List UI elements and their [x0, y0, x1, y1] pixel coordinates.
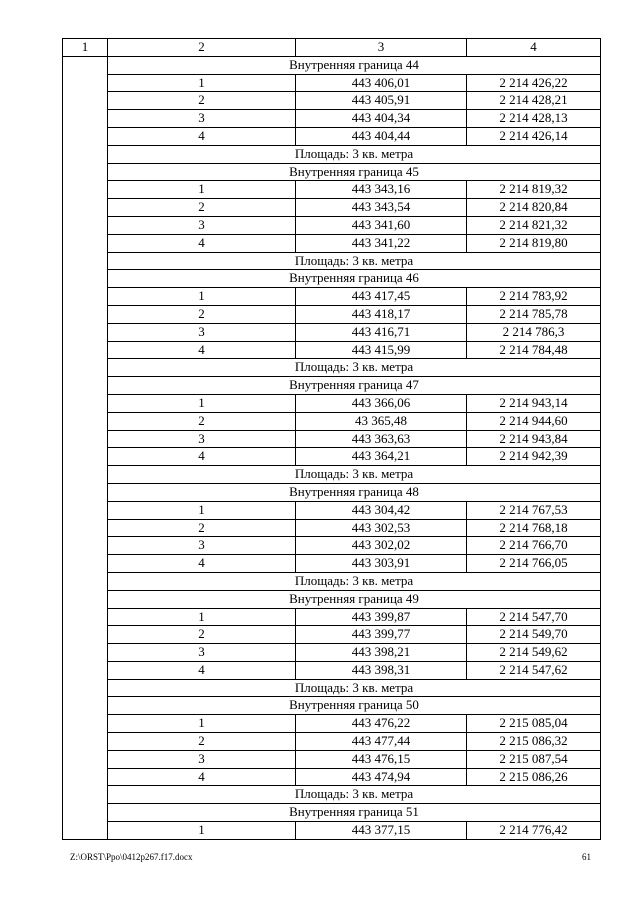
table-row — [63, 323, 601, 341]
point-number-cell: 1 — [108, 822, 296, 840]
coordinate-y-cell: 2 214 547,70 — [467, 608, 601, 626]
coordinate-x-cell: 443 398,21 — [296, 644, 467, 662]
table-row — [63, 537, 601, 555]
section-title-row — [63, 270, 601, 288]
section-title-row — [63, 377, 601, 395]
table-row — [63, 733, 601, 751]
header-cell: 3 — [296, 39, 467, 57]
point-number-cell: 4 — [108, 234, 296, 252]
coordinate-x-cell: 443 405,91 — [296, 92, 467, 110]
coordinate-y-cell: 2 214 549,70 — [467, 626, 601, 644]
table-row — [63, 181, 601, 199]
coordinate-y-cell: 2 214 944,60 — [467, 412, 601, 430]
section-title-row — [63, 697, 601, 715]
coordinate-x-cell: 443 417,45 — [296, 288, 467, 306]
section-title: Внутренняя граница 45 — [108, 163, 601, 181]
column-1-merged-cell — [63, 56, 108, 839]
table-row — [63, 555, 601, 573]
coordinate-y-cell: 2 215 085,04 — [467, 715, 601, 733]
coordinate-x-cell: 43 365,48 — [296, 412, 467, 430]
coordinate-x-cell: 443 477,44 — [296, 733, 467, 751]
table-row — [63, 288, 601, 306]
table-row — [63, 501, 601, 519]
section-area: Площадь: 3 кв. метра — [108, 786, 601, 804]
coordinates-table-body — [63, 39, 601, 840]
coordinate-x-cell: 443 404,44 — [296, 127, 467, 145]
coordinate-y-cell: 2 215 087,54 — [467, 750, 601, 768]
coordinate-y-cell: 2 214 766,05 — [467, 555, 601, 573]
coordinate-y-cell: 2 214 786,3 — [467, 323, 601, 341]
table-row — [63, 110, 601, 128]
table-row — [63, 608, 601, 626]
coordinate-x-cell: 443 302,02 — [296, 537, 467, 555]
table-row — [63, 661, 601, 679]
coordinate-x-cell: 443 343,16 — [296, 181, 467, 199]
section-title: Внутренняя граница 49 — [108, 590, 601, 608]
point-number-cell: 4 — [108, 555, 296, 573]
section-area: Площадь: 3 кв. метра — [108, 252, 601, 270]
coordinate-y-cell: 2 214 776,42 — [467, 822, 601, 840]
table-row — [63, 127, 601, 145]
coordinate-y-cell: 2 214 819,80 — [467, 234, 601, 252]
table-row — [63, 519, 601, 537]
coordinate-x-cell: 443 418,17 — [296, 305, 467, 323]
point-number-cell: 1 — [108, 501, 296, 519]
section-title: Внутренняя граница 50 — [108, 697, 601, 715]
coordinate-x-cell: 443 343,54 — [296, 199, 467, 217]
coordinate-x-cell: 443 415,99 — [296, 341, 467, 359]
point-number-cell: 2 — [108, 305, 296, 323]
coordinate-y-cell: 2 214 942,39 — [467, 448, 601, 466]
section-title: Внутренняя граница 47 — [108, 377, 601, 395]
coordinate-y-cell: 2 214 549,62 — [467, 644, 601, 662]
coordinate-x-cell: 443 399,87 — [296, 608, 467, 626]
coordinate-y-cell: 2 214 943,14 — [467, 394, 601, 412]
table-row — [63, 430, 601, 448]
header-cell: 1 — [63, 39, 108, 57]
coordinate-y-cell: 2 214 426,22 — [467, 74, 601, 92]
point-number-cell: 3 — [108, 430, 296, 448]
section-title: Внутренняя граница 46 — [108, 270, 601, 288]
coordinate-y-cell: 2 214 820,84 — [467, 199, 601, 217]
coordinate-x-cell: 443 398,31 — [296, 661, 467, 679]
section-area-row — [63, 679, 601, 697]
coordinate-x-cell: 443 364,21 — [296, 448, 467, 466]
point-number-cell: 4 — [108, 341, 296, 359]
point-number-cell: 1 — [108, 608, 296, 626]
coordinate-y-cell: 2 215 086,32 — [467, 733, 601, 751]
coordinate-x-cell: 443 377,15 — [296, 822, 467, 840]
point-number-cell: 1 — [108, 715, 296, 733]
section-area-row — [63, 145, 601, 163]
coordinate-y-cell: 2 214 547,62 — [467, 661, 601, 679]
section-title-row — [63, 804, 601, 822]
section-area: Площадь: 3 кв. метра — [108, 359, 601, 377]
table-row — [63, 341, 601, 359]
coordinate-x-cell: 443 341,60 — [296, 216, 467, 234]
point-number-cell: 2 — [108, 412, 296, 430]
section-title: Внутренняя граница 51 — [108, 804, 601, 822]
section-area: Площадь: 3 кв. метра — [108, 466, 601, 484]
coordinate-x-cell: 443 304,42 — [296, 501, 467, 519]
table-row — [63, 448, 601, 466]
section-area-row — [63, 572, 601, 590]
section-area-row — [63, 466, 601, 484]
table-row — [63, 394, 601, 412]
table-row — [63, 199, 601, 217]
coordinate-x-cell: 443 341,22 — [296, 234, 467, 252]
coordinate-y-cell: 2 214 428,21 — [467, 92, 601, 110]
section-title: Внутренняя граница 48 — [108, 483, 601, 501]
coordinate-x-cell: 443 476,22 — [296, 715, 467, 733]
table-row — [63, 92, 601, 110]
coordinate-y-cell: 2 214 768,18 — [467, 519, 601, 537]
section-area-row — [63, 252, 601, 270]
section-title-row — [63, 483, 601, 501]
section-area: Площадь: 3 кв. метра — [108, 145, 601, 163]
coordinate-x-cell: 443 406,01 — [296, 74, 467, 92]
table-row — [63, 750, 601, 768]
coordinate-y-cell: 2 214 821,32 — [467, 216, 601, 234]
table-row — [63, 234, 601, 252]
section-area-row — [63, 359, 601, 377]
table-row — [63, 715, 601, 733]
section-title-row — [63, 163, 601, 181]
point-number-cell: 3 — [108, 644, 296, 662]
section-title-row — [63, 56, 601, 74]
coordinates-table — [62, 38, 601, 840]
point-number-cell: 2 — [108, 92, 296, 110]
table-row — [63, 305, 601, 323]
point-number-cell: 3 — [108, 537, 296, 555]
coordinate-y-cell: 2 214 767,53 — [467, 501, 601, 519]
coordinate-x-cell: 443 399,77 — [296, 626, 467, 644]
coordinate-x-cell: 443 416,71 — [296, 323, 467, 341]
footer-page-number: 61 — [582, 852, 591, 862]
point-number-cell: 1 — [108, 288, 296, 306]
table-row — [63, 74, 601, 92]
header-cell: 2 — [108, 39, 296, 57]
coordinate-y-cell: 2 214 943,84 — [467, 430, 601, 448]
table-row — [63, 216, 601, 234]
coordinate-y-cell: 2 214 428,13 — [467, 110, 601, 128]
section-title-row — [63, 590, 601, 608]
point-number-cell: 4 — [108, 448, 296, 466]
point-number-cell: 2 — [108, 733, 296, 751]
point-number-cell: 3 — [108, 110, 296, 128]
coordinate-x-cell: 443 474,94 — [296, 768, 467, 786]
table-header-row — [63, 39, 601, 57]
point-number-cell: 1 — [108, 74, 296, 92]
section-area: Площадь: 3 кв. метра — [108, 679, 601, 697]
coordinate-x-cell: 443 476,15 — [296, 750, 467, 768]
point-number-cell: 4 — [108, 127, 296, 145]
section-area-row — [63, 786, 601, 804]
point-number-cell: 3 — [108, 323, 296, 341]
point-number-cell: 1 — [108, 394, 296, 412]
point-number-cell: 2 — [108, 626, 296, 644]
coordinate-y-cell: 2 214 766,70 — [467, 537, 601, 555]
table-row — [63, 768, 601, 786]
point-number-cell: 3 — [108, 216, 296, 234]
point-number-cell: 2 — [108, 519, 296, 537]
point-number-cell: 1 — [108, 181, 296, 199]
footer-file-path: Z:\ORST\Ppo\0412p267.f17.docx — [70, 852, 193, 862]
point-number-cell: 3 — [108, 750, 296, 768]
coordinate-x-cell: 443 366,06 — [296, 394, 467, 412]
coordinate-x-cell: 443 363,63 — [296, 430, 467, 448]
table-row — [63, 626, 601, 644]
table-row — [63, 412, 601, 430]
point-number-cell: 2 — [108, 199, 296, 217]
section-title: Внутренняя граница 44 — [108, 56, 601, 74]
coordinate-x-cell: 443 303,91 — [296, 555, 467, 573]
section-area: Площадь: 3 кв. метра — [108, 572, 601, 590]
header-cell: 4 — [467, 39, 601, 57]
table-row — [63, 822, 601, 840]
coordinate-y-cell: 2 214 426,14 — [467, 127, 601, 145]
table-row — [63, 644, 601, 662]
coordinate-y-cell: 2 214 784,48 — [467, 341, 601, 359]
coordinate-y-cell: 2 214 819,32 — [467, 181, 601, 199]
coordinate-x-cell: 443 404,34 — [296, 110, 467, 128]
coordinate-y-cell: 2 214 785,78 — [467, 305, 601, 323]
point-number-cell: 4 — [108, 661, 296, 679]
coordinate-y-cell: 2 215 086,26 — [467, 768, 601, 786]
point-number-cell: 4 — [108, 768, 296, 786]
coordinate-x-cell: 443 302,53 — [296, 519, 467, 537]
coordinate-y-cell: 2 214 783,92 — [467, 288, 601, 306]
